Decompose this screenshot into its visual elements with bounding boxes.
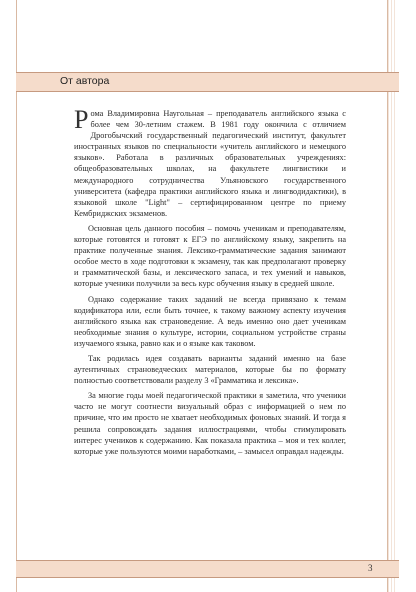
footer-band	[16, 560, 399, 578]
paragraph-practice: За многие годы моей педагогической практики я заметила, что ученики часто не могут соотнести визуальный образ с информацией о нем по причине, что им просто не хватает необходимых фоновых знаний. И тогда я решила сопровождать задания иллюстрациями, чтобы стимулировать интерес учеников к содержанию. Как показала практика – моя и тех коллег, которые уже пользуются моими наработками, – замысел оправдал надежды.	[74, 391, 346, 456]
paragraph-content: Однако содержание таких заданий не всегда привязано к темам кодификатора или, если быть точнее, к такому важному аспекту изучения английского языка как страноведение. А ведь именно оно дает ученикам необходимые знания о культуре, истории, социальном устройстве страны изучаемого языка, равно как и о языке как таковом.	[74, 294, 346, 348]
paragraph-author-bio	[74, 105, 346, 219]
page-number: 3	[368, 563, 373, 573]
section-title: От автора	[60, 75, 110, 87]
article-body	[74, 105, 346, 461]
paragraph-goal: Основная цель данного пособия – помочь ученикам и преподавателям, которые готовятся и готовят к ЕГЭ по английскому языку, закрепить на практике полученные знания. Лексико-грамматические задания занимают особое место в ходе подготовки к экзамену, так как предполагают проверку и грамматической базы, и лексического запаса, и тех умений и навыков, которые ученики получили за весь курс обучения языку в средней школе.	[74, 223, 346, 289]
paragraph-text: ома Владимировна Наугольная – преподаватель английского языка с более чем 30-летним стажем. В 1981 году окончила с отличием Дрогобычский государственный педагогический институт, факультет иностранных языков по специальности «учитель английского и немецкого языков». Работала в различных образовательных учреждениях: общеобразовательных школах, на факультете лингвистики и международного сотрудничества Ульяновского государственного университета (кафедра практики английского языка и лингводидактики), в языковой школе "Light" – сертифицированном центре по приему Кембриджских экзаменов.	[74, 109, 346, 218]
paragraph-idea: Так родилась идея создавать варианты заданий именно на базе аутентичных страноведческих материалов, которые бы по формату полностью соответствовали разделу 3 «Грамматика и лексика».	[74, 353, 346, 386]
drop-cap: Р	[74, 105, 89, 134]
